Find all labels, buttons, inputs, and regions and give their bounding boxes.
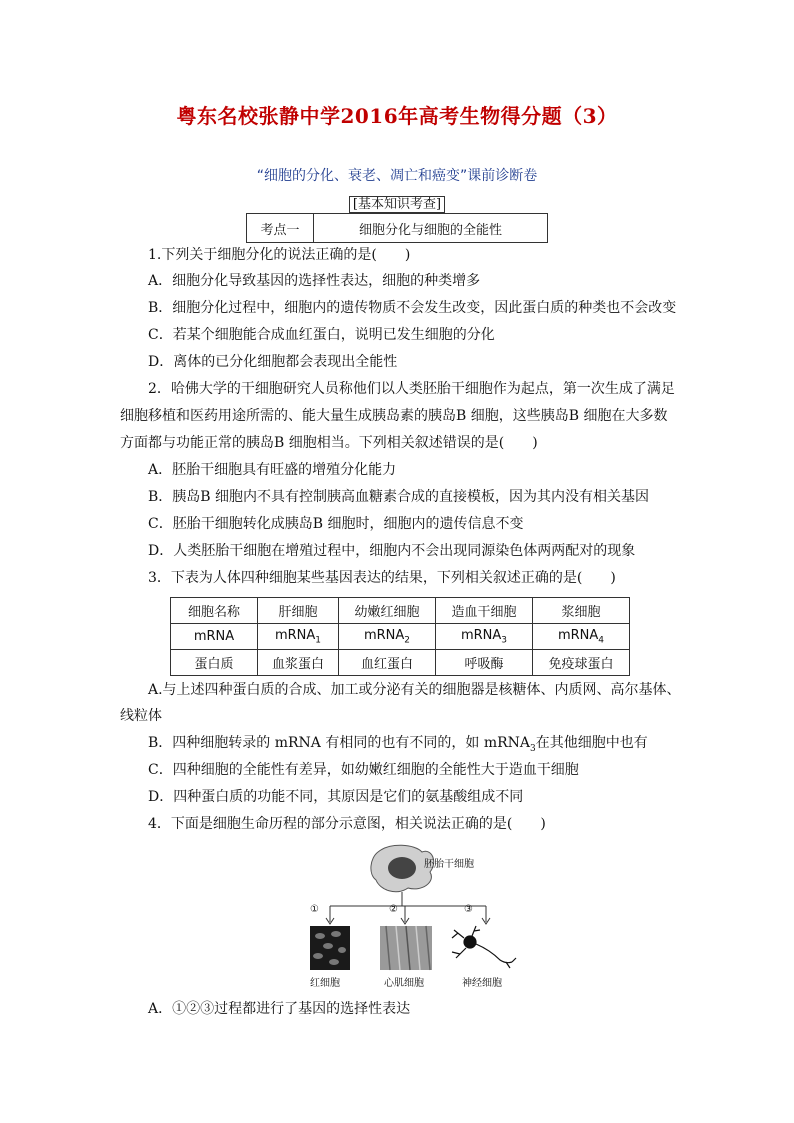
q3-stem: 3．下表为人体四种细胞某些基因表达的结果，下列相关叙述正确的是( ) bbox=[148, 570, 616, 586]
table-cell: 血浆蛋白 bbox=[258, 650, 339, 676]
table-cell: 免疫球蛋白 bbox=[533, 650, 630, 676]
q2-stem-2: 细胞移植和医药用途所需的、能大量生成胰岛素的胰岛B 细胞，这些胰岛B 细胞在大多数 bbox=[120, 408, 668, 424]
q2-stem-3: 方面都与功能正常的胰岛B 细胞相当。下列相关叙述错误的是( ) bbox=[120, 435, 538, 451]
table-cell: 蛋白质 bbox=[171, 650, 258, 676]
q4-stem: 4．下面是细胞生命历程的部分示意图，相关说法正确的是( ) bbox=[148, 816, 546, 832]
neuron-label: 神经细胞 bbox=[462, 978, 502, 989]
q4-option-a: A．①②③过程都进行了基因的选择性表达 bbox=[148, 1001, 411, 1017]
process-num-1: ① bbox=[310, 904, 319, 915]
process-num-3: ③ bbox=[464, 904, 473, 915]
page-subtitle: “细胞的分化、衰老、凋亡和癌变”课前诊断卷 bbox=[256, 168, 538, 184]
table-cell: mRNA$_1$ bbox=[258, 624, 339, 650]
table-cell: 细胞名称 bbox=[171, 598, 258, 624]
red-blood-cell-icon bbox=[310, 926, 350, 970]
q2-option-c: C．胚胎干细胞转化成胰岛B 细胞时，细胞内的遗传信息不变 bbox=[148, 516, 524, 532]
neuron-icon bbox=[452, 926, 516, 968]
q3-option-a-1: A.与上述四种蛋白质的合成、加工或分泌有关的细胞器是核糖体、内质网、高尔基体、 bbox=[148, 682, 681, 698]
table-cell: 血红蛋白 bbox=[339, 650, 436, 676]
cardiac-muscle-cell-label: 心肌细胞 bbox=[384, 978, 424, 989]
q1-option-c: C．若某个细胞能合成血红蛋白，说明已发生细胞的分化 bbox=[148, 327, 495, 343]
table-cell: 呼吸酶 bbox=[436, 650, 533, 676]
q2-option-a: A．胚胎干细胞具有旺盛的增殖分化能力 bbox=[148, 462, 397, 478]
section-label: [基本知识考查] bbox=[0, 193, 794, 212]
cardiac-muscle-cell-icon bbox=[380, 926, 432, 970]
page-title: 粤东名校张静中学2016年高考生物得分题（3） bbox=[176, 104, 618, 128]
table-row bbox=[171, 624, 630, 650]
q1-stem: 1.下列关于细胞分化的说法正确的是( ) bbox=[148, 247, 411, 263]
gene-expression-table bbox=[170, 597, 630, 676]
table-cell: mRNA bbox=[171, 624, 258, 650]
cell-differentiation-diagram bbox=[300, 840, 540, 990]
q1-option-a: A．细胞分化导致基因的选择性表达，细胞的种类增多 bbox=[148, 273, 481, 289]
q2-option-d: D．人类胚胎干细胞在增殖过程中，细胞内不会出现同源染色体两两配对的现象 bbox=[148, 543, 636, 559]
kaodian-topic: 细胞分化与细胞的全能性 bbox=[358, 222, 502, 238]
red-blood-cell-label: 红细胞 bbox=[310, 978, 340, 989]
table-cell: mRNA$_4$ bbox=[533, 624, 630, 650]
table-row bbox=[171, 598, 630, 624]
kaodian-box bbox=[246, 213, 548, 243]
q3-option-a-2: 线粒体 bbox=[120, 708, 162, 724]
q1-option-d: D．离体的已分化细胞都会表现出全能性 bbox=[148, 354, 398, 370]
q1-option-b: B．细胞分化过程中，细胞内的遗传物质不会发生改变，因此蛋白质的种类也不会改变 bbox=[148, 300, 677, 316]
table-cell: 浆细胞 bbox=[533, 598, 630, 624]
table-cell: 肝细胞 bbox=[258, 598, 339, 624]
diagram-top-label: 胚胎干细胞 bbox=[424, 859, 474, 870]
q3-option-c: C．四种细胞的全能性有差异，如幼嫩红细胞的全能性大于造血干细胞 bbox=[148, 762, 579, 778]
table-cell: mRNA$_2$ bbox=[339, 624, 436, 650]
table-row bbox=[171, 650, 630, 676]
process-num-2: ② bbox=[389, 904, 398, 915]
q3-option-d: D．四种蛋白质的功能不同，其原因是它们的氨基酸组成不同 bbox=[148, 789, 524, 805]
q3-option-b: B．四种细胞转录的 mRNA 有相同的也有不同的，如 mRNA$_3$在其他细胞中也有 bbox=[148, 735, 648, 754]
q2-stem-1: 2．哈佛大学的干细胞研究人员称他们以人类胚胎干细胞作为起点，第一次生成了满足 bbox=[148, 381, 675, 397]
table-cell: 幼嫩红细胞 bbox=[339, 598, 436, 624]
kaodian-label: 考点一 bbox=[247, 214, 314, 242]
q2-option-b: B．胰岛B 细胞内不具有控制胰高血糖素合成的直接模板，因为其内没有相关基因 bbox=[148, 489, 650, 505]
table-cell: mRNA$_3$ bbox=[436, 624, 533, 650]
table-cell: 造血干细胞 bbox=[436, 598, 533, 624]
